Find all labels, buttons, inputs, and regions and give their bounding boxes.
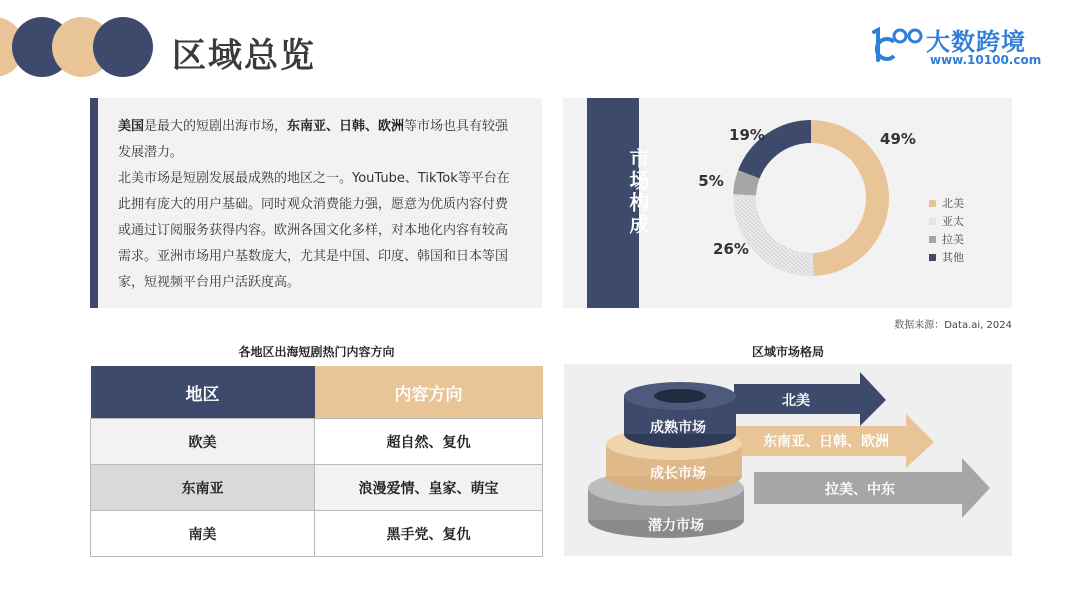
page-title: 区域总览 <box>172 36 316 76</box>
data-source: 数据来源：Data.ai, 2024 <box>894 320 1012 331</box>
donut-value-label: 49% <box>880 130 916 148</box>
legend-swatch <box>929 236 936 243</box>
region-label-mature: 北美 <box>782 393 810 409</box>
logo-text: 大数跨境 <box>926 28 1026 56</box>
table-title: 各地区出海短剧热门内容方向 <box>238 345 395 359</box>
legend-label: 亚太 <box>942 215 964 228</box>
intro-box <box>90 98 542 308</box>
table-cell-region: 欧美 <box>91 419 315 465</box>
donut-slice-亚太 <box>733 194 813 276</box>
legend-item <box>929 230 964 248</box>
legend-swatch <box>929 254 936 261</box>
chart-legend <box>929 194 964 266</box>
market-diagram <box>564 364 1012 556</box>
legend-label: 北美 <box>942 197 964 210</box>
logo-icon <box>868 24 926 68</box>
intro-text <box>118 114 518 296</box>
donut-value-label: 26% <box>713 240 749 258</box>
intro-paragraph-2: 北美市场是短剧发展最成熟的地区之一。YouTube、TikTok等平台在此拥有庞大的用户基础。同时观众消费能力强，愿意为优质内容付费或通过订阅服务获得内容。欧洲各国文化多样，对本地化内容有较高需求。亚洲市场用户基数庞大，尤其是中国、印度、韩国和日本等国家，短视频平台用户活跃度高。 <box>118 171 510 290</box>
intro-highlight-regions: 东南亚、日韩、欧洲 <box>287 119 405 134</box>
logo-url: www.10100.com <box>930 53 1042 67</box>
table-cell-region: 东南亚 <box>91 465 315 511</box>
intro-paragraph-1 <box>118 114 518 166</box>
market-composition-panel <box>563 98 1012 308</box>
logo <box>868 22 1042 70</box>
legend-item <box>929 212 964 230</box>
table-header-row <box>91 366 543 419</box>
donut-value-label: 19% <box>729 126 765 144</box>
table-row <box>91 511 543 557</box>
tier-label-potential: 潜力市场 <box>648 518 704 534</box>
table-cell-content: 浪漫爱情、皇家、萌宝 <box>315 465 543 511</box>
legend-swatch <box>929 200 936 207</box>
table-header-region: 地区 <box>91 366 315 419</box>
table-cell-content: 超自然、复仇 <box>315 419 543 465</box>
market-structure-panel <box>564 364 1012 556</box>
legend-swatch <box>929 218 936 225</box>
chart-title: 市场构成 <box>626 148 650 236</box>
tier-label-growth: 成长市场 <box>650 466 706 482</box>
arrow-mature <box>734 372 886 426</box>
table-header-content: 内容方向 <box>315 366 543 419</box>
region-label-growth: 东南亚、日韩、欧洲 <box>763 434 889 450</box>
header-circle-4 <box>93 17 153 77</box>
legend-item <box>929 248 964 266</box>
legend-label: 其他 <box>942 251 964 264</box>
intro-text-span: 是最大的短剧出海市场， <box>144 119 288 134</box>
legend-label: 拉美 <box>942 233 964 246</box>
tier-label-mature: 成熟市场 <box>650 420 706 436</box>
table-cell-region: 南美 <box>91 511 315 557</box>
intro-highlight-us: 美国 <box>118 119 145 134</box>
table-row <box>91 465 543 511</box>
market-title: 区域市场格局 <box>751 345 824 359</box>
table-cell-content: 黑手党、复仇 <box>315 511 543 557</box>
region-label-potential: 拉美、中东 <box>825 482 895 498</box>
donut-slice-北美 <box>811 120 889 276</box>
intro-text-span: 等市场也具有较强发展潜力。 <box>118 119 509 160</box>
content-direction-table <box>90 366 543 557</box>
table-row <box>91 419 543 465</box>
legend-item <box>929 194 964 212</box>
donut-value-label: 5% <box>698 172 724 190</box>
